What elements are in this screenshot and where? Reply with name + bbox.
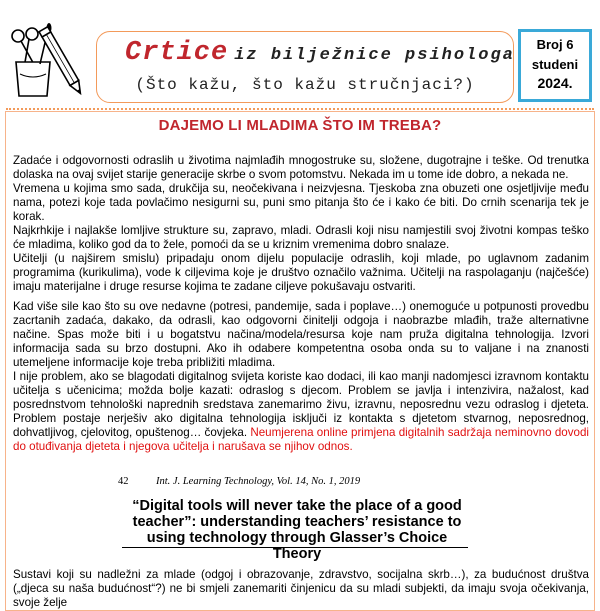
issue-badge: [518, 29, 592, 102]
article-body: [13, 154, 589, 454]
closing-paragraph: Sustavi koji su nadležni za mlade (odgoj i obrazovanje, zdravstvo, socijalna skrb…), za budućnost društva („djeca su naša budućnost“?) ne bi smjeli zanemariti činjenicu da su mladi subjekti, da imaju svoja očekivanja, svoje želje: [13, 568, 589, 609]
clipping-page-number: 42: [118, 476, 129, 487]
paragraph-3: Najkrhkije i najlakše lomljive strukture su, zapravo, mladi. Odrasli koji nisu namjestili svoj životni kompas teško će mladima, koliko god da to žele, pomoći da se u kriznim vremenima dobro snalaze.: [13, 224, 589, 251]
clipping-rule: [122, 547, 468, 548]
newsletter-title: [125, 38, 515, 68]
paragraph-6-text: I nije problem, ako se blagodati digitalnog svijeta koriste kao dodaci, ili kao manji nadomjesci izravnom kontaktu učitelja s učenicima; možda bolje kazati: odraslog s djecom. Problem se javlja i intenzivira, nažalost, kad posrednstvom tehnološki naprednih sredstava zanemarimo živu, izravnu, neposrednu vezu odraslog i djeteta. Problem postaje nerješiv ako digitalna tehnologija isključi iz kontakta s djetetom stvarnog, neposrednog, dohvatljivog, cjelovitog, opuštenog… čovjeka.: [13, 370, 589, 439]
title-rest: iz bilježnice psihologa: [234, 46, 515, 65]
issue-number: Broj 6: [536, 37, 574, 52]
paragraph-1: Zadaće i odgovornosti odraslih u životima najmlađih mnogostruke su, složene, dugotrajne i teške. Od trenutka dolaska na ovaj svijet starije generacije skrbe o svom potomstvu. Nekada im u tome ide dobro, a nekada ne.: [13, 154, 589, 181]
clipping-title: “Digital tools will never take the place of a good teacher”: understanding teachers’ resistance to using technology through Glasser’s Choice Theory: [132, 498, 462, 562]
paragraph-6-highlight: Neumjerena online primjena digitalnih sadržaja neminovno dovodi do otuđivanja djeteta i njegova učitelja i narušava se njihov odnos.: [13, 426, 589, 453]
pencil-cup-logo: [4, 22, 92, 102]
issue-month: studeni: [531, 57, 579, 72]
clipping-header: [118, 476, 360, 487]
paragraph-5: Kad više sile kao što su ove nedavne (potresi, pandemije, sada i poplave…) onemoguće u potpunosti provedbu zacrtanih zadaća, dakako, da odrasli, kao odgovorni činitelji odgoja i naobrazbe mlađih, traže alternativne načine. Spas može biti i u bogatstvu načina/modela/resursa koje nam pruža digitalna tehnologija. Izvori informacija sada su brzo dostupni. Ako ih odabere kompetentna osoba onda su to valjane i na znanosti utemeljene informacije koje treba približiti mladima.: [13, 300, 589, 369]
article-headline: DAJEMO LI MLADIMA ŠTO IM TREBA?: [158, 117, 442, 134]
title-main: Crtice: [125, 38, 229, 68]
paragraph-2: Vremena u kojima smo sada, drukčija su, neočekivana i neizvjesna. Tjeskoba zna obuzeti one osjetljivije među nama, potezi koje tada povlačimo nesigurni su, puni smo pitanja što će i kako će biti. Do crnih scenarija tek je korak.: [13, 182, 589, 223]
newsletter-title-box: [96, 31, 514, 103]
journal-clipping: [118, 476, 478, 566]
clipping-journal: Int. J. Learning Technology, Vol. 14, No. 1, 2019: [156, 476, 361, 487]
paragraph-4: Učitelji (u najširem smislu) pripadaju onom dijelu populacije odraslih, koji mlade, po uglavnom zadanim programima (kurikulima), vode k ciljevima koje je društvo označilo važnima. Učitelji na raspolaganju (najčešće) imaju materijalne i druge resurse kojima te zadane ciljeve pokušavaju ostvariti.: [13, 252, 589, 293]
paragraph-6: [13, 370, 589, 454]
header-divider: [6, 108, 594, 110]
issue-year: 2024.: [537, 75, 573, 91]
newsletter-subtitle: (Što kažu, što kažu stručnjaci?): [135, 76, 475, 94]
